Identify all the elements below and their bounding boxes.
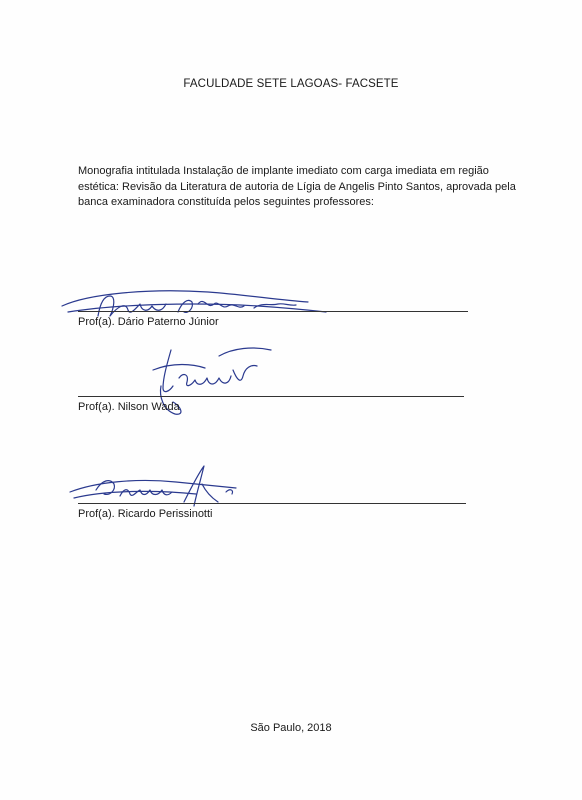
examiner-name: Prof(a). Dário Paterno Júnior: [78, 316, 219, 328]
examiner-name: Prof(a). Nilson Wada: [78, 401, 180, 413]
examiner-signature-block: [78, 340, 468, 420]
signature-line: [78, 396, 464, 397]
approval-statement: Monografia intitulada Instalação de implante imediato com carga imediata em região estética: Revisão da Literatura de autoria de Lígia de Angelis Pinto Santos, aprovada pela banca examinadora constituída pelos seguintes professores:: [78, 165, 516, 208]
signature-line: [78, 503, 466, 504]
examiner-signature-block: [78, 282, 468, 332]
examiner-signature-block: [78, 462, 468, 522]
institution-title: FACULDADE SETE LAGOAS- FACSETE: [183, 78, 399, 90]
examiner-name: Prof(a). Ricardo Perissinotti: [78, 508, 213, 520]
signature-line: [78, 311, 468, 312]
city-date: São Paulo, 2018: [250, 722, 332, 734]
